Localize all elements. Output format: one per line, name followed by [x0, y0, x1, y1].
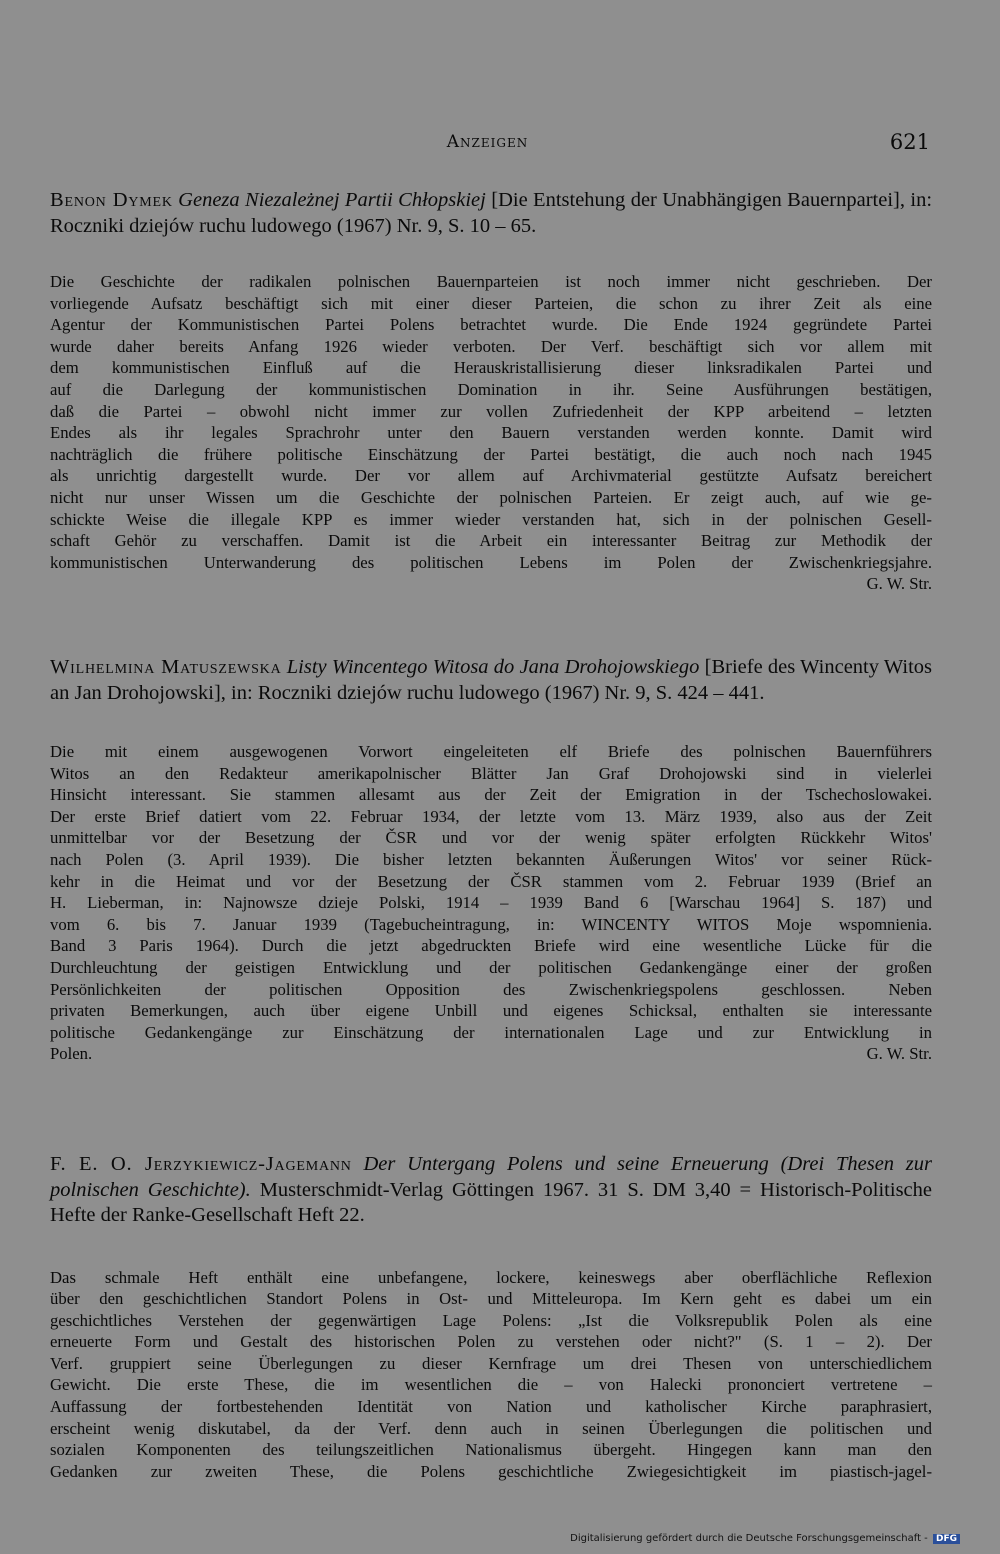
body-line: nach Polen (3. April 1939). Die bisher letzten bekannten Äußerungen Witos' vor seiner Rück-	[50, 849, 932, 869]
body-line: wurde daher bereits Anfang 1926 wieder verboten. Der Verf. beschäftigt sich vor allem mit	[50, 336, 932, 356]
body-line: politische Gedankengänge zur Einschätzung der internationalen Lage und zur Entwicklung in	[50, 1022, 932, 1042]
entry-citation: [Briefe des Wincenty Witos an Jan Drohojowski], in: Roczniki dziejów ruchu ludowego (1967) Nr. 9, S. 424 – 441.	[50, 656, 933, 704]
body-line: Das schmale Heft enthält eine unbefangene, lockere, keineswegs aber oberflächliche Reflexion	[50, 1267, 932, 1287]
entry-work-title: Listy Wincentego Witosa do Jana Drohojowskiego	[286, 656, 700, 678]
review-entry-dymek	[50, 188, 932, 595]
body-line: Auffassung der fortbestehenden Identität von Nation und katholischer Kirche paraphrasiert,	[50, 1397, 932, 1417]
running-head	[0, 130, 1000, 156]
body-line-text: Polen.	[50, 1044, 93, 1064]
page-number: 621	[889, 130, 930, 154]
body-line: als unrichtig dargestellt wurde. Der vor allem auf Archivmaterial gestützte Aufsatz bereichert	[50, 466, 932, 486]
review-entry-jerzykiewicz	[50, 1152, 932, 1482]
reviewer-signature: G. W. Str.	[866, 574, 932, 594]
body-line: nachträglich die frühere politische Einschätzung der Partei bestätigt, die auch noch nach 1945	[50, 444, 932, 464]
body-line: kehr in die Heimat und vor der Besetzung der ČSR stammen vom 2. Februar 1939 (Brief an	[50, 871, 932, 891]
body-line	[50, 1043, 932, 1065]
body-line: Endes als ihr legales Sprachrohr unter den Bauern verstanden werden konnte. Damit wird	[50, 423, 932, 443]
dfg-logo: DFG	[933, 1534, 960, 1544]
body-line: Band 3 Paris 1964). Durch die jetzt abgedruckten Briefe wird eine wesentliche Lücke für die	[50, 936, 932, 956]
body-line: unmittelbar vor der Besetzung der ČSR und vor der wenig später erfolgten Rückkehr Witos'	[50, 828, 932, 848]
entry-body	[50, 1267, 932, 1483]
entry-work-title: Der Untergang Polens und seine Erneuerung (Drei Thesen zur polnischen Geschichte).	[50, 1153, 933, 1201]
body-line: H. Lieberman, in: Najnowsze dzieje Polski, 1914 – 1939 Band 6 [Warschau 1964] S. 187) und	[50, 893, 932, 913]
body-line: Witos an den Redakteur amerikapolnischer Blätter Jan Graf Drohojowski sind in vielerlei	[50, 763, 932, 783]
entry-citation: [Die Entstehung der Unabhängigen Bauernpartei], in: Roczniki dziejów ruchu ludowego (1967) Nr. 9, S. 10 – 65.	[50, 189, 933, 237]
body-line: Gewicht. Die erste These, die im wesentlichen die – von Halecki prononciert vertretene –	[50, 1375, 932, 1395]
body-line: daß die Partei – obwohl nicht immer zur vollen Zufriedenheit der KPP arbeitend – letzten	[50, 401, 932, 421]
body-line: Hinsicht interessant. Sie stammen allesamt aus der Zeit der Emigration in der Tschechoslowakei.	[50, 785, 932, 805]
entry-author: F. E. O. Jerzykiewicz-Jagemann	[50, 1153, 352, 1175]
body-line: Persönlichkeiten der politischen Opposition des Zwischenkriegspolens geschlossen. Neben	[50, 979, 932, 999]
body-line: Agentur der Kommunistischen Partei Polens betrachtet wurde. Die Ende 1924 gegründete Partei	[50, 315, 932, 335]
body-line: Durchleuchtung der geistigen Entwicklung und der politischen Gedankengänge einer der großen	[50, 957, 932, 977]
body-line: schickte Weise die illegale KPP es immer wieder verstanden hat, sich in der polnischen Gesell-	[50, 509, 932, 529]
review-entry-matuszewska	[50, 655, 932, 1065]
body-line: erscheint wenig diskutabel, da der Verf. denn auch in seinen Überlegungen die politischen und	[50, 1418, 932, 1438]
body-line: Der erste Brief datiert vom 22. Februar 1934, der letzte vom 13. März 1939, also aus der Zeit	[50, 806, 932, 826]
body-line: geschichtliches Verstehen der gegenwärtigen Lage Polens: „Ist die Volksrepublik Polen als eine	[50, 1310, 932, 1330]
digitization-footer	[570, 1533, 960, 1544]
entry-work-title: Geneza Niezależnej Partii Chłopskiej	[178, 189, 486, 211]
body-line: Verf. gruppiert seine Überlegungen zu dieser Kernfrage um drei Thesen von unterschiedlichem	[50, 1353, 932, 1373]
body-line: Gedanken zur zweiten These, die Polens geschichtliche Zwiegesichtigkeit im piastisch-jagel-	[50, 1461, 932, 1481]
entry-heading	[50, 188, 932, 239]
body-line: privaten Bemerkungen, auch über eigene Unbill und eigenes Schicksal, enthalten sie interessante	[50, 1001, 932, 1021]
entry-body	[50, 271, 932, 595]
body-line: dem kommunistischen Einfluß auf die Herauskristallisierung dieser linksradikalen Partei und	[50, 358, 932, 378]
body-line: über den geschichtlichen Standort Polens in Ost- und Mitteleuropa. Im Kern geht es dabei um ein	[50, 1289, 932, 1309]
reviewer-signature: G. W. Str.	[866, 1044, 932, 1064]
entry-heading	[50, 655, 932, 706]
body-line: kommunistischen Unterwanderung des politischen Lebens im Polen der Zwischenkriegsjahre.	[50, 552, 932, 572]
body-line: sozialen Komponenten des teilungszeitlichen Nationalismus übergeht. Hingegen kann man den	[50, 1440, 932, 1460]
entry-body	[50, 741, 932, 1065]
body-line: schaft Gehör zu verschaffen. Damit ist die Arbeit ein interessanter Beitrag zur Methodik der	[50, 531, 932, 551]
body-line: auf die Darlegung der kommunistischen Domination in ihr. Seine Ausführungen bestätigen,	[50, 379, 932, 399]
entry-author: Wilhelmina Matuszewska	[50, 656, 282, 678]
footer-text: Digitalisierung gefördert durch die Deutsche Forschungsgemeinschaft -	[570, 1533, 928, 1544]
entry-author: Benon Dymek	[50, 189, 173, 211]
entry-citation: Musterschmidt-Verlag Göttingen 1967. 31 S. DM 3,40 = Historisch-Politische Hefte der Ranke-Gesellschaft Heft 22.	[50, 1178, 933, 1226]
body-line: Die Geschichte der radikalen polnischen Bauernparteien ist noch immer nicht geschrieben. Der	[50, 272, 932, 291]
body-line: vom 6. bis 7. Januar 1939 (Tagebucheintragung, in: WINCENTY WITOS Moje wspomnienia.	[50, 914, 932, 934]
body-line: nicht nur unser Wissen um die Geschichte der polnischen Parteien. Er zeigt auch, auf wie ge-	[50, 487, 932, 507]
running-head-title: Anzeigen	[446, 132, 529, 152]
body-line: vorliegende Aufsatz beschäftigt sich mit einer dieser Parteien, die schon zu ihrer Zeit als eine	[50, 293, 932, 313]
body-line: erneuerte Form und Gestalt des historischen Polen zu verstehen oder nicht?" (S. 1 – 2). Der	[50, 1332, 932, 1352]
body-line: Die mit einem ausgewogenen Vorwort eingeleiteten elf Briefe des polnischen Bauernführers	[50, 742, 932, 761]
entry-heading	[50, 1152, 932, 1229]
